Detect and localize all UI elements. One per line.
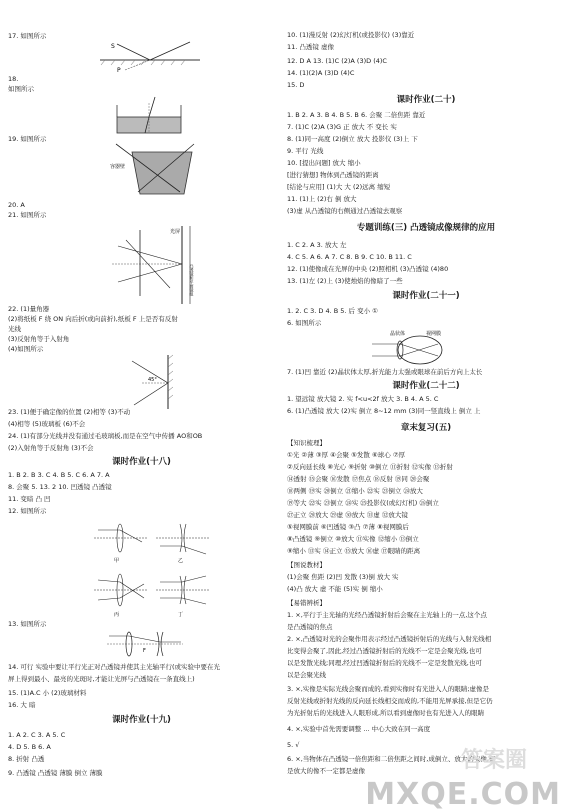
answer-line-rz3: 12. (1)使像成在光屏的中央 (2)照相机 (3)凸透镜 (4)80: [287, 265, 449, 273]
answer-line-l24a: (2)入射角等于反射角 (3)不会: [8, 444, 94, 452]
answer-line-r22b: 6. (1)凸透镜 放大 (2)实 倒立 8~12 mm (3)同一竖直线上 倒立 上: [287, 407, 481, 415]
answer-line-r11: 11. 凸透镜 虚像: [287, 43, 334, 51]
fig17-label-s: S: [111, 43, 115, 50]
answer-line-l14: 14. 可行 实验中要让平行光正对凸透镜并使其主光轴平行(或实验中要在光: [8, 663, 221, 671]
watermark: MXQE.COM: [365, 777, 561, 812]
answer-line-r15: 15. D: [287, 81, 305, 89]
answer-line-r20c: 8. (1)同一高度 (2)倒立 放大 投影仪 (3)上 下: [287, 135, 418, 143]
answer-line-rz4: 13. (1)左 (2)上 (3)使烛焰的像暗了一些: [287, 277, 403, 285]
fig12-label-a: 甲: [114, 558, 120, 564]
fig12-label-d: 丁: [178, 612, 184, 618]
answer-line-r21c: 7. (1)凹 靠近 (2)晶状体太厚,折光能力太强或眼球在前后方向上太长: [287, 368, 483, 376]
answer-line-r12: 12. D A 13. (1)C (2)A (3)D (4)C: [287, 57, 387, 65]
answer-line-rp0: 【易错辨析】: [287, 599, 326, 607]
answer-line-rk8: ⑧凸透镜 ⑨倒立 ⑩放大 ⑪实像 ⑫缩小 ⑬倒立: [287, 535, 419, 543]
answer-line-rz2: 4. C 5. A 6. A 7. C 8. B 9. C 10. B 11. C: [287, 253, 412, 261]
answer-line-rp5: 5. √: [287, 741, 300, 749]
answer-line-rk3: ⑭透射 ⑮会聚 ⑯发散 ⑰焦点 ⑱反射 ⑲同 ⑳会聚: [287, 475, 430, 483]
fig13-label-f: F: [143, 648, 146, 654]
answer-line-rp6: 6. ×,当物体在凸透镜一倍焦距和二倍焦距之间时,成倒立、放大的实像,但: [287, 755, 496, 763]
answer-line-l19: 19. 如图所示: [8, 135, 47, 143]
answer-line-l25b: 11. 变暗 凸 凹: [8, 495, 51, 503]
answer-line-rp4: 4. ×,实验中首先需要调整 ... 中心大致在同一高度: [287, 725, 431, 733]
answer-line-l16: 16. 大 暗: [8, 701, 36, 709]
fig19-label-wall: 容器壁: [110, 164, 126, 170]
answer-line-rp2a: 比变得会聚了,因此,经过凸透镜折射后的光线不一定是会聚光线,也可: [287, 647, 482, 655]
answer-line-l26a: 4. D 5. B 6. A: [8, 743, 51, 751]
section-heading-hch: 章末复习(五): [400, 423, 452, 433]
figure-13-lens-pair: [105, 628, 185, 660]
figure-19-container: [110, 140, 200, 198]
section-heading-h22: 课时作业(二十二): [392, 381, 460, 391]
answer-line-rk5: ⑲等大 ㉒实 ㉓倒立 ㉔实 ㉕投影仪(或幻灯机) ㉖倒立: [287, 499, 439, 507]
answer-line-l20: 20. A: [8, 201, 25, 209]
answer-line-l14a: 屏上得到最小、最亮的光斑时,才能让光屏与凸透镜在一条直线上): [8, 675, 195, 683]
fig12-label-b: 乙: [178, 558, 184, 564]
answer-line-l26c: 9. 凸透镜 凸透镜 薄膜 倒立 薄膜: [8, 769, 103, 777]
answer-line-l23: 23. (1)便于确定像的位置 (2)相等 (3)不动: [8, 408, 131, 416]
answer-line-l22b: 光线: [8, 325, 21, 333]
answer-line-l26: 1. A 2. C 3. A 5. C: [8, 731, 66, 739]
answer-line-r20b: 7. (1)C (2)A (3)G 正 放大 不 变长 实: [287, 123, 397, 131]
answer-line-rp2b: 以是发散光线;同理,经过凹透镜折射后的光线不一定是发散光线,也可: [287, 659, 482, 667]
answer-line-r20f: [进行猜想] 物体到凸透镜的距离: [287, 171, 379, 179]
answer-line-l22: 22. (1)量角器: [8, 305, 50, 313]
answer-line-rj1: (1)会聚 焦距 (2)凹 发散 (3)倒 放大 实: [287, 573, 399, 581]
answer-line-l22a: (2)将纸板 F 绕 ON 向后折(或向前折),纸板 F 上是否有反射: [8, 315, 178, 323]
answer-line-l25c: 12. 如图所示: [8, 507, 47, 515]
answer-line-rp3: 3. ×,实像是实际光线会聚而成的,看到实像时有光进入人的眼睛;虚像是: [287, 685, 490, 693]
figure-12-lens-diagrams: [92, 518, 212, 620]
answer-line-l21: 21. 如图所示: [8, 211, 47, 219]
answer-line-rj0: 【图说教材】: [287, 561, 326, 569]
fig6-label-retina: 视网膜: [426, 331, 442, 337]
answer-line-l25: 1. B 2. B 3. C 4. B 5. C 6. A 7. A: [8, 471, 110, 479]
fig21-label-screen: 光屏: [170, 229, 181, 235]
answer-line-l17: 17. 如图所示: [8, 32, 47, 40]
answer-line-l15: 15. (1)A.C 小 (2)玻璃材料: [8, 689, 87, 697]
answer-line-r20a: 1. B 2. A 3. B 4. B 5. B 6. 会聚 二倍焦距 靠近: [287, 111, 426, 119]
answer-line-rp2: 2. ×,凸透镜对光的会聚作用表示经过凸透镜折射后的光线与入射光线相: [287, 635, 492, 643]
answer-line-l18b: 如图所示: [8, 85, 34, 93]
figure-21-lens-system: [110, 224, 200, 306]
answer-line-r21b: 6. 如图所示: [287, 319, 322, 327]
answer-line-l26b: 8. 折射 凸透: [8, 755, 45, 763]
answer-line-r21a: 1. 2. C 3. D 4. B 5. 后 变小 ①: [287, 307, 378, 315]
left-column: [0, 0, 283, 812]
figure-18-refraction-tank: [115, 95, 185, 137]
answer-line-r20d: 9. 平行 光线: [287, 147, 324, 155]
answer-line-l24: 24. (1)有部分光线并没有通过毛玻璃板,而是在空气中传播 AO和OB: [8, 432, 203, 440]
answer-line-rk6: ㉗正立 ㉘放大 ㉙虚 ㉚放大 ㉛虚 ㉜放大镜: [287, 511, 408, 519]
section-heading-h19: 课时作业(十九): [112, 715, 171, 725]
section-heading-h21: 课时作业(二十一): [392, 291, 460, 301]
fig22-label-angle: 45°: [148, 377, 157, 383]
answer-line-rp3b: 为光折射后的光线进入人眼形成,所以看到虚像时也有光进入人的眼睛: [287, 709, 485, 717]
answer-line-rp2c: 以是会聚光线: [287, 671, 326, 679]
answer-line-rj2: (4)凸 放大 虚 不能 (5)实 倒 缩小: [287, 585, 383, 593]
answer-line-rk9: ⑨缩小 ⑬实 ⑭正立 ⑮放大 ⑯虚 ⑰眼睛的距离: [287, 547, 421, 555]
answer-line-r20g: [结论与应用] (1)大 大 (2)远离 缩短: [287, 183, 391, 191]
answer-line-rp3a: 反射光线或折射光线的反向延长线相交而成的,不能用光屏承接,但是它仍: [287, 697, 493, 705]
answer-line-rk0: 【知识梳理】: [287, 439, 326, 447]
section-heading-hz: 专题训练(三) 凸透镜成像规律的应用: [356, 223, 496, 233]
answer-line-l25a: 8. 会聚 5. 13. 2 10. 凹透镜 凸透镜: [8, 483, 112, 491]
answer-line-r10: 10. (1)漫反射 (2)幻灯机(或投影仪) (3)靠近: [287, 31, 415, 39]
answer-line-rk2: ②反向延长线 ⑧光心 ⑨折射 ⑩倒立 ⑪折射 ⑫实像 ⑬折射: [287, 463, 453, 471]
answer-line-r20i: (3)虚 从凸透镜的右侧通过凸透镜去观察: [287, 207, 403, 215]
right-column: [285, 0, 567, 812]
fig6-label-lens: 晶状体: [390, 331, 406, 337]
answer-line-r22a: 1. 望远镜 放大镜 2. 实 f<u<2f 放大 3. B 4. A 5. C: [287, 395, 439, 403]
answer-line-rp6a: 是放大的像不一定都是虚像: [287, 767, 365, 775]
figure-22-mirror: [128, 353, 184, 411]
fig17-label-p: P: [117, 67, 121, 74]
section-heading-h18: 课时作业(十八): [112, 457, 171, 467]
answer-line-rk4: ⑱两侧 ⑲实 ⑳倒立 ㉑缩小 ㉒实 ㉓倒立 ㉔放大: [287, 487, 423, 495]
answer-line-rk1: ①光 ②薄 ③厚 ④会聚 ⑤发散 ⑥球心 ⑦厚: [287, 451, 406, 459]
answer-line-l18: 18.: [8, 75, 19, 83]
answer-line-l13: 13. 如图所示: [8, 620, 47, 628]
figure-6-eye: [370, 328, 450, 368]
fig21-label-lens: 凸透镜和平面镜组: [189, 264, 195, 296]
answer-line-l22d: (4)如图所示: [8, 345, 44, 353]
answer-line-rp1a: 是凸透镜的焦点: [287, 623, 333, 631]
answer-line-rp1: 1. ×,平行于主光轴的光经凸透镜折射后会聚在主光轴上的一点,这个点: [287, 611, 487, 619]
section-heading-h20: 课时作业(二十): [396, 95, 456, 105]
answer-line-l22c: (3)反射角等于入射角: [8, 335, 70, 343]
watermark-logo: 答案圈: [460, 748, 527, 773]
answer-line-r12a: 14. (1)(2)A (3)D (4)C: [287, 69, 355, 77]
answer-line-rk7: ⑤视网膜前 ⑥凹透镜 ③凸 ⑦薄 ⑧视网膜后: [287, 523, 409, 531]
answer-line-r20e: 10. [提出问题] 放大 缩小: [287, 159, 361, 167]
answer-line-l23a: (4)相等 (5)玻璃板 (6)不会: [8, 420, 86, 428]
figure-17-reflection: [95, 40, 205, 74]
fig12-label-c: 丙: [114, 612, 120, 618]
answer-line-rz1: 1. C 2. A 3. 放大 左: [287, 241, 347, 249]
answer-line-r20h: 11. (1)上 (2)右 倒 放大: [287, 195, 357, 203]
